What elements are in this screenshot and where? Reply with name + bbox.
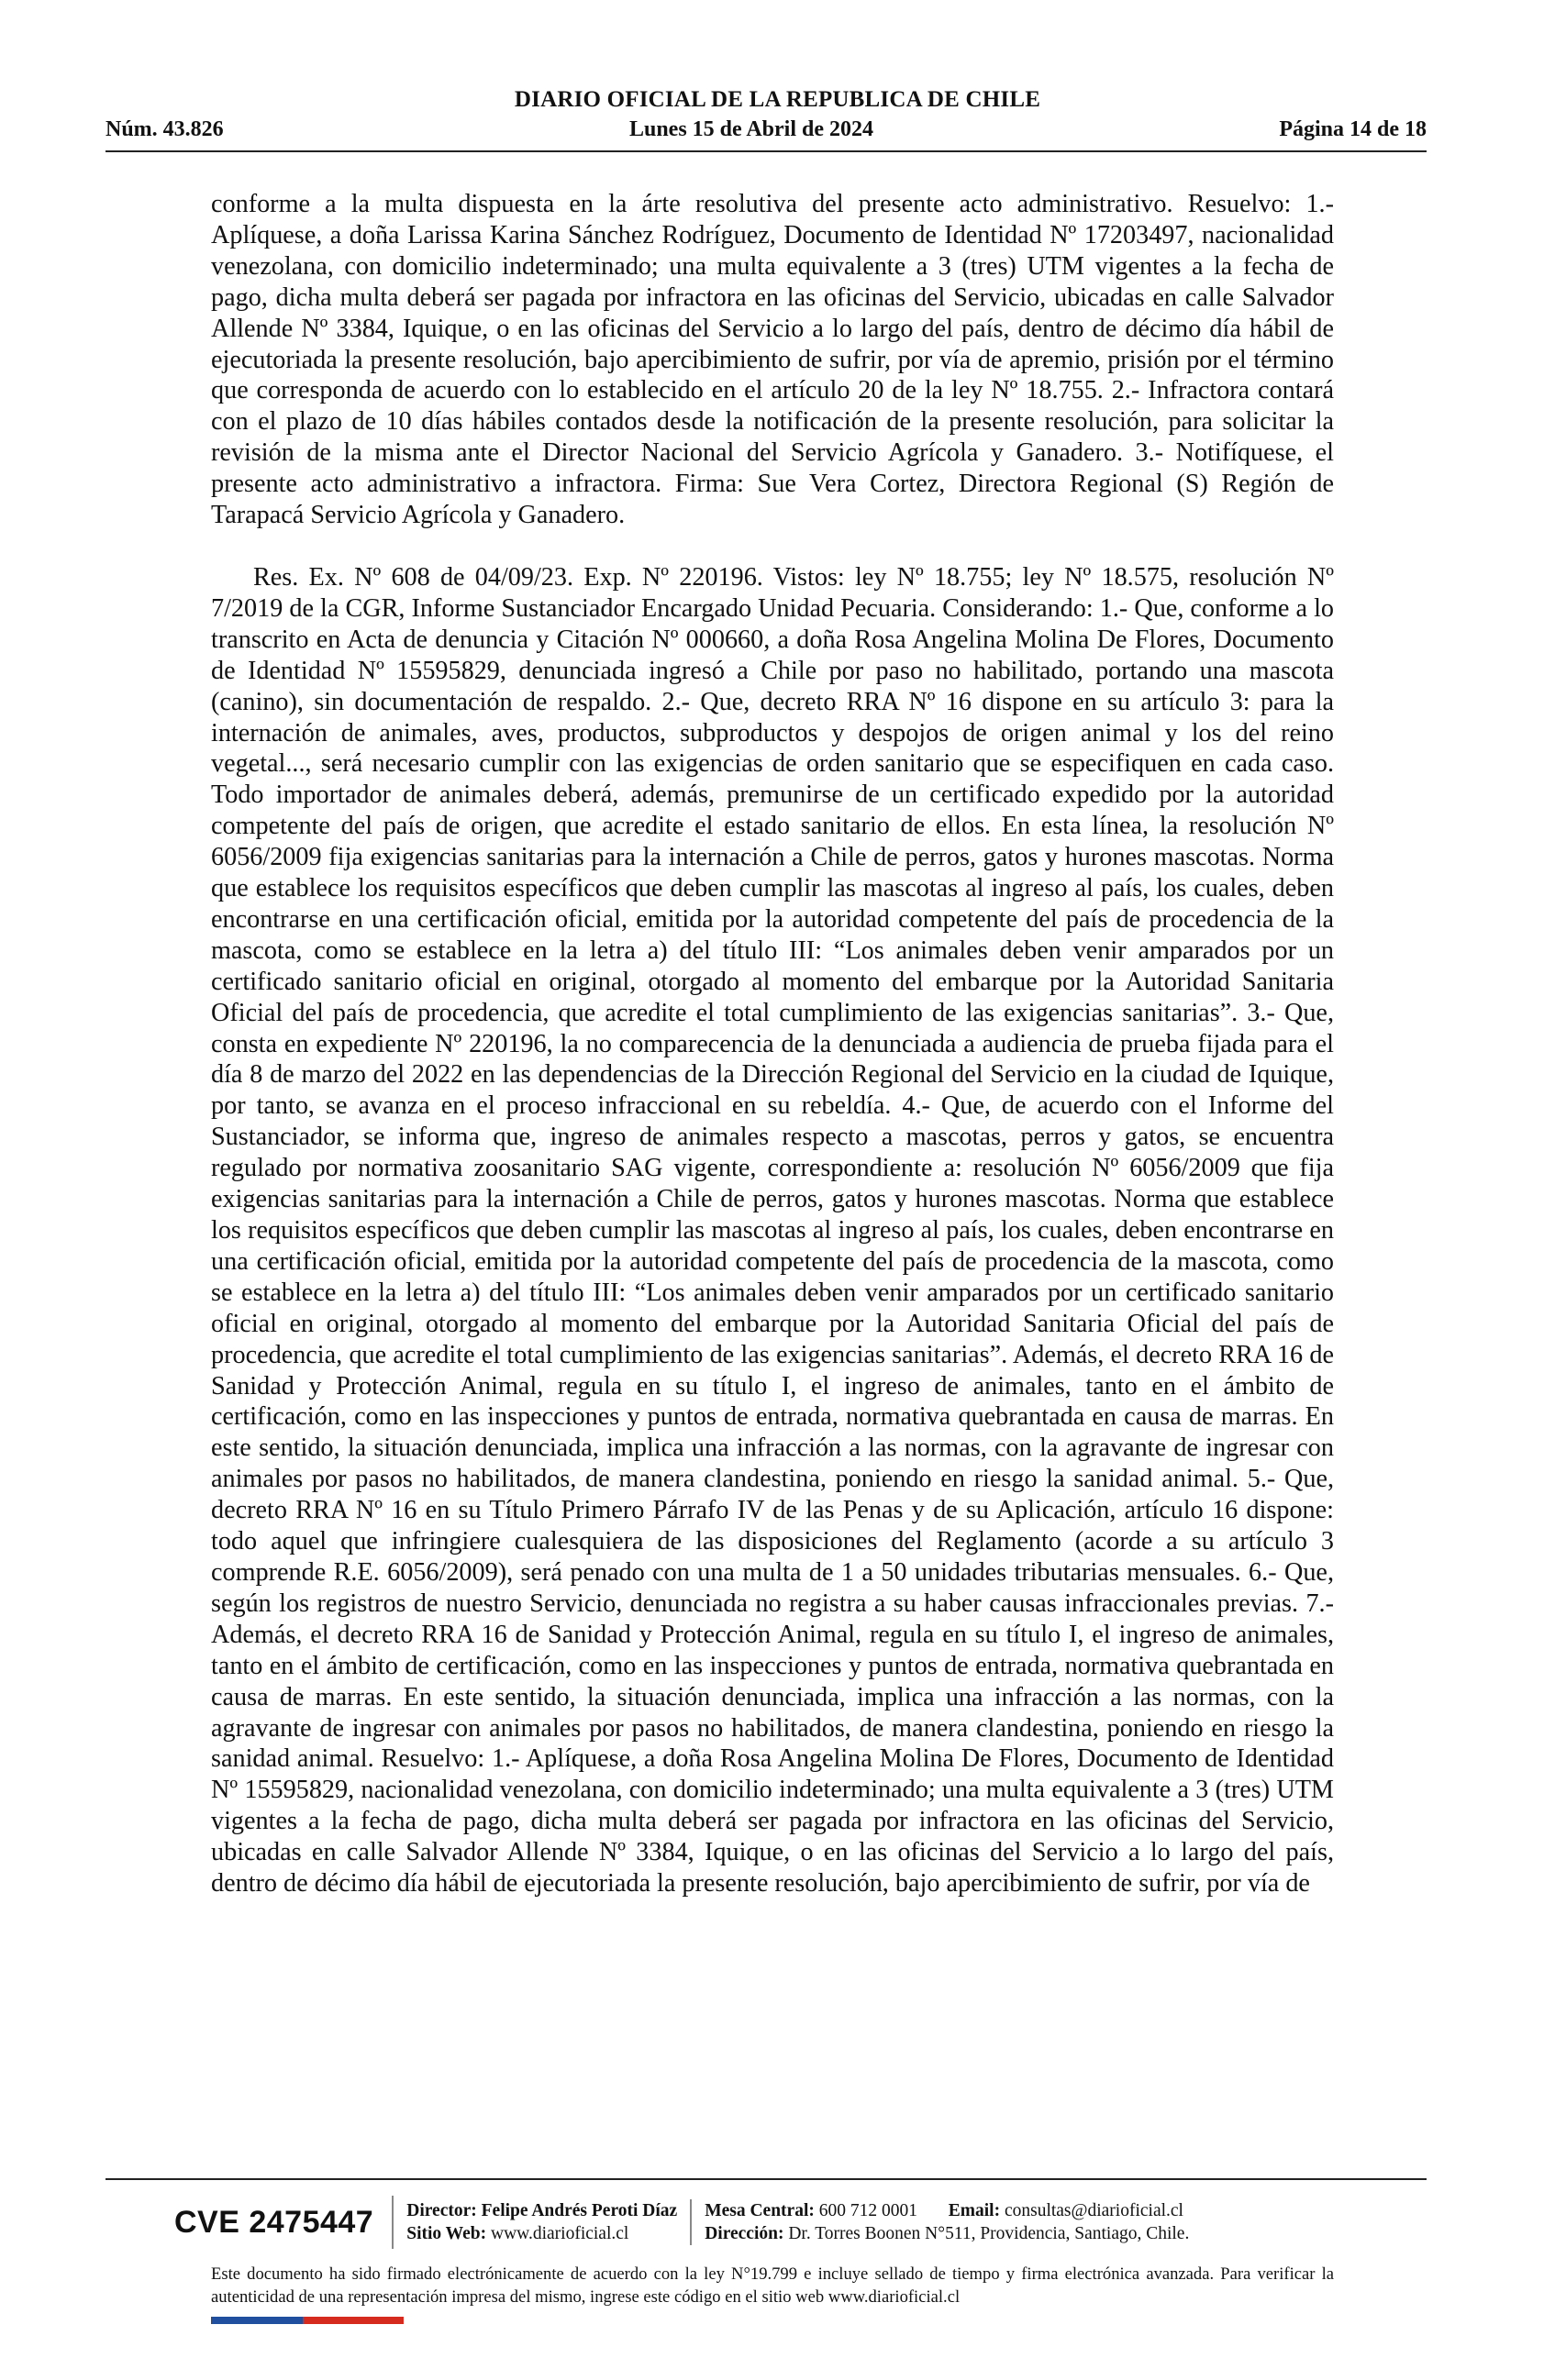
email-label: Email: xyxy=(948,2201,1001,2220)
header-row xyxy=(106,117,1427,142)
website-line xyxy=(406,2222,677,2245)
phone-label: Mesa Central: xyxy=(705,2201,815,2220)
paragraph-1: conforme a la multa dispuesta en la árte resolutiva del presente acto administrativo. Resuelvo: 1.- Aplíquese, a doña Larissa Karina Sánchez Rodríguez, Documento de Identidad Nº 17203497, nacionalidad venezolana, con domicilio indeterminado; una multa equivalente a 3 (tres) UTM vigentes a la fecha de pago, dicha multa deberá ser pagada por infractora en las oficinas del Servicio, ubicadas en calle Salvador Allende Nº 3384, Iquique, o en las oficinas del Servicio a lo largo del país, dentro de décimo día hábil de ejecutoriada la presente resolución, bajo apercibimiento de sufrir, por vía de apremio, prisión por el término que corresponda de acuerdo con lo establecido en el artículo 20 de la ley Nº 18.755. 2.- Infractora contará con el plazo de 10 días hábiles contados desde la notificación de la presente resolución, para solicitar la revisión de la misma ante el Director Nacional del Servicio Agrícola y Ganadero. 3.- Notifíquese, el presente acto administrativo a infractora. Firma: Sue Vera Cortez, Directora Regional (S) Región de Tarapacá Servicio Agrícola y Ganadero. xyxy=(211,190,1334,530)
email-link[interactable]: consultas@diarioficial.cl xyxy=(1004,2201,1183,2220)
cve-code: CVE 2475447 xyxy=(174,2196,394,2249)
footer-info xyxy=(174,2190,1358,2254)
flag-stripe xyxy=(211,2317,404,2324)
flag-red-stripe xyxy=(303,2317,404,2324)
website-label: Sitio Web: xyxy=(406,2224,487,2243)
document-body xyxy=(211,189,1334,1899)
issue-date: Lunes 15 de Abril de 2024 xyxy=(628,117,874,141)
signature-note: Este documento ha sido firmado electrónicamente de acuerdo con la ley N°19.799 e incluye sellado de tiempo y firma electrónica avanzada. Para verificar la autenticidad de una representación impresa del mismo, ingrese este código en el sitio web www.diarioficial.cl xyxy=(211,2264,1334,2307)
flag-blue-stripe xyxy=(211,2317,303,2324)
director-name: Felipe Andrés Peroti Díaz xyxy=(481,2201,678,2220)
footer-divider xyxy=(106,2178,1427,2180)
address-label: Dirección: xyxy=(705,2224,784,2243)
address-line xyxy=(705,2222,1189,2245)
paragraph-2: Res. Ex. Nº 608 de 04/09/23. Exp. Nº 220196. Vistos: ley Nº 18.755; ley Nº 18.575, resolución Nº 7/2019 de la CGR, Informe Sustanciador Encargado Unidad Pecuaria. Considerando: 1.- Que, conforme a lo transcrito en Acta de denuncia y Citación Nº 000660, a doña Rosa Angelina Molina De Flores, Documento de Identidad Nº 15595829, denunciada ingresó a Chile por paso no habilitado, portando una mascota (canino), sin documentación de respaldo. 2.- Que, decreto RRA Nº 16 dispone en su artículo 3: para la internación de animales, aves, productos, subproductos y despojos de origen animal y los del reino vegetal..., será necesario cumplir con las exigencias de orden sanitario que se especifiquen en cada caso. Todo importador de animales deberá, además, premunirse de un certificado expedido por la autoridad competente del país de origen, que acredite el estado sanitario de ellos. En esta línea, la resolución Nº 6056/2009 fija exigencias sanitarias para la internación a Chile de perros, gatos y hurones mascotas. Norma que establece los requisitos específicos que deben cumplir las mascotas al ingreso al país, los cuales, deben encontrarse en una certificación oficial, emitida por la autoridad competente del país de procedencia de la mascota, como se establece en la letra a) del título III: “Los animales deben venir amparados por un certificado sanitario oficial en original, otorgado al momento del embarque por la Autoridad Sanitaria Oficial del país de procedencia, que acredite el total cumplimiento de las exigencias sanitarias”. 3.- Que, consta en expediente Nº 220196, la no comparecencia de la denunciada a audiencia de prueba fijada para el día 8 de marzo del 2022 en las dependencias de la Dirección Regional del Servicio en la ciudad de Iquique, por tanto, se avanza en el proceso infraccional en su rebeldía. 4.- Que, de acuerdo con el Informe del Sustanciador, se informa que, ingreso de animales respecto a mascotas, perros y gatos, se encuentra regulado por normativa zoosanitario SAG vigente, correspondiente a: resolución Nº 6056/2009 que fija exigencias sanitarias para la internación a Chile de perros, gatos y hurones mascotas. Norma que establece los requisitos específicos que deben cumplir las mascotas al ingreso al país, los cuales, deben encontrarse en una certificación oficial, emitida por la autoridad competente del país de procedencia de la mascota, como se establece en la letra a) del título III: “Los animales deben venir amparados por un certificado sanitario oficial en original, otorgado al momento del embarque por la Autoridad Sanitaria Oficial del país de procedencia, que acredite el total cumplimiento de las exigencias sanitarias”. Además, el decreto RRA 16 de Sanidad y Protección Animal, regula en su título I, el ingreso de animales, tanto en el ámbito de certificación, como en las inspecciones y puntos de entrada, normativa quebrantada en causa de marras. En este sentido, la situación denunciada, implica una infracción a las normas, con la agravante de ingresar con animales por pasos no habilitados, de manera clandestina, poniendo en riesgo la sanidad animal. 5.- Que, decreto RRA Nº 16 en su Título Primero Párrafo IV de las Penas y de su Aplicación, artículo 16 dispone: todo aquel que infringiere cualesquiera de las disposiciones del Reglamento (acorde a su artículo 3 comprende R.E. 6056/2009), será penado con una multa de 1 a 50 unidades tributarias mensuales. 6.- Que, según los registros de nuestro Servicio, denunciada no registra a su haber causas infraccionales previas. 7.- Además, el decreto RRA 16 de Sanidad y Protección Animal, regula en su título I, el ingreso de animales, tanto en el ámbito de certificación, como en las inspecciones y puntos de entrada, normativa quebrantada en causa de marras. En este sentido, la situación denunciada, implica una infracción a las normas, con la agravante de ingresar con animales por pasos no habilitados, de manera clandestina, poniendo en riesgo la sanidad animal. Resuelvo: 1.- Aplíquese, a doña Rosa Angelina Molina De Flores, Documento de Identidad Nº 15595829, nacionalidad venezolana, con domicilio indeterminado; una multa equivalente a 3 (tres) UTM vigentes a la fecha de pago, dicha multa deberá ser pagada por infractora en las oficinas del Servicio, ubicadas en calle Salvador Allende Nº 3384, Iquique, o en las oficinas del Servicio a lo largo del país, dentro de décimo día hábil de ejecutoriada la presente resolución, bajo apercibimiento de sufrir, por vía de xyxy=(211,562,1334,1898)
phone-number: 600 712 0001 xyxy=(818,2201,917,2220)
footer-director-column xyxy=(394,2199,690,2245)
footer-contact-column xyxy=(690,2199,1202,2245)
header-divider xyxy=(106,150,1427,152)
issue-number: Núm. 43.826 xyxy=(106,117,224,141)
director-label: Director: xyxy=(406,2201,477,2220)
publication-title: DIARIO OFICIAL DE LA REPUBLICA DE CHILE xyxy=(514,87,1041,112)
address-text: Dr. Torres Boonen N°511, Providencia, Santiago, Chile. xyxy=(788,2224,1190,2243)
page-indicator: Página 14 de 18 xyxy=(1279,117,1427,141)
website-link[interactable]: www.diarioficial.cl xyxy=(490,2224,629,2243)
contact-line xyxy=(705,2199,1189,2222)
director-line xyxy=(406,2199,677,2222)
